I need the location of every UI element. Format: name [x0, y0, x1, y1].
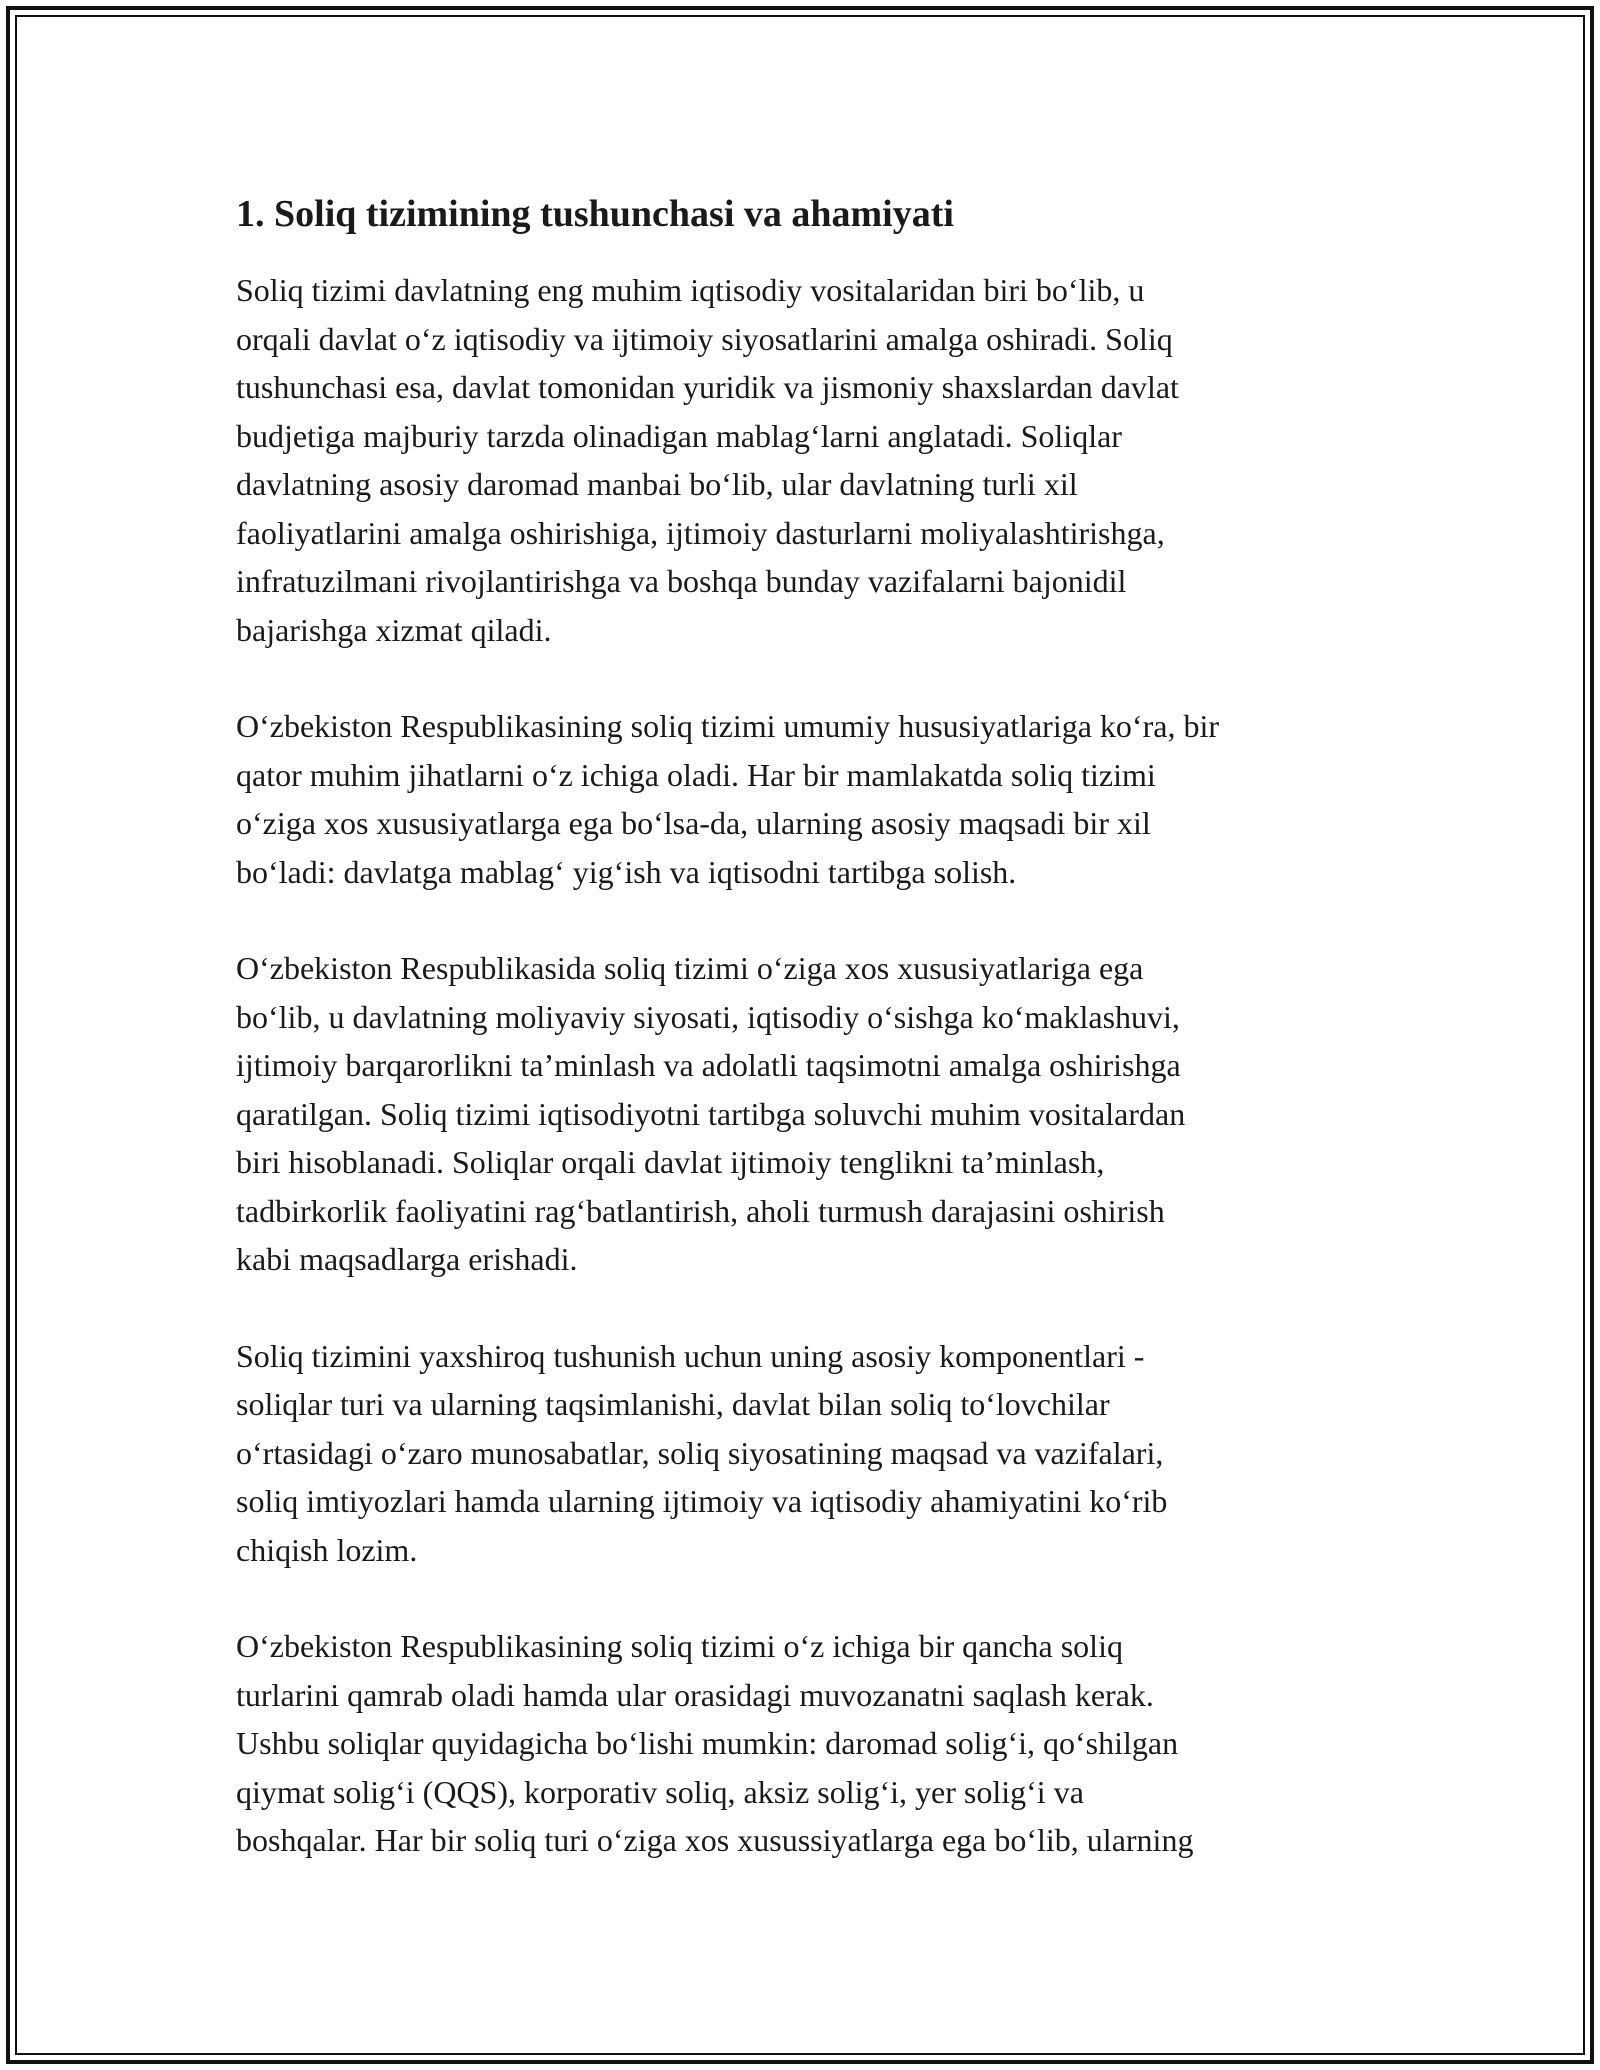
paragraph-5: O‘zbekiston Respublikasining soliq tizimi o‘z ichiga bir qancha soliq turlarini qamrab oladi hamda ular orasidagi muvozanatni saqlash kerak. Ushbu soliqlar quyidagicha bo‘lishi mumkin: daromad solig‘i, qo‘shilgan qiymat solig‘i (QQS), korporativ soliq, aksiz solig‘i, yer solig‘i va boshqalar. Har bir soliq turi o‘ziga xos xusussiyatlarga ega bo‘lib, ularning — [236, 1628, 1194, 1858]
paragraph-1: Soliq tizimi davlatning eng muhim iqtisodiy vositalaridan biri bo‘lib, u orqali davlat o‘z iqtisodiy va ijtimoiy siyosatlarini amalga oshiradi. Soliq tushunchasi esa, davlat tomonidan yuridik va jismoniy shaxslardan davlat budjetiga majburiy tarzda olinadigan mablag‘larni anglatadi. Soliqlar davlatning asosiy daromad manbai bo‘lib, ular davlatning turli xil faoliyatlarini amalga oshirishiga, ijtimoiy dasturlarni moliyalashtirishga, infratuzilmani rivojlantirishga va boshqa bunday vazifalarni bajonidil bajarishga xizmat qiladi. — [236, 272, 1179, 648]
section-heading: 1. Soliq tizimining tushunchasi va ahamiyati — [236, 193, 954, 235]
document-body — [236, 186, 1376, 1913]
paragraph-3: O‘zbekiston Respublikasida soliq tizimi o‘ziga xos xususiyatlariga ega bo‘lib, u davlatning moliyaviy siyosati, iqtisodiy o‘sishga ko‘maklashuvi, ijtimoiy barqarorlikni ta’minlash va adolatli taqsimotni amalga oshirishga qaratilgan. Soliq tizimi iqtisodiyotni tartibga soluvchi muhim vositalardan biri hisoblanadi. Soliqlar orqali davlat ijtimoiy tenglikni ta’minlash, tadbirkorlik faoliyatini rag‘batlantirish, aholi turmush darajasini oshirish kabi maqsadlarga erishadi. — [236, 950, 1186, 1277]
paragraph-2: O‘zbekiston Respublikasining soliq tizimi umumiy hususiyatlariga ko‘ra, bir qator muhim jihatlarni o‘z ichiga oladi. Har bir mamlakatda soliq tizimi o‘ziga xos xususiyatlarga ega bo‘lsa-da, ularning asosiy maqsadi bir xil bo‘ladi: davlatga mablag‘ yig‘ish va iqtisodni tartibga solish. — [236, 708, 1219, 890]
paragraph-4: Soliq tizimini yaxshiroq tushunish uchun uning asosiy komponentlari - soliqlar turi va ularning taqsimlanishi, davlat bilan soliq to‘lovchilar o‘rtasidagi o‘zaro munosabatlar, soliq siyosatining maqsad va vazifalari, soliq imtiyozlari hamda ularning ijtimoiy va iqtisodiy ahamiyatini ko‘rib chiqish lozim. — [236, 1337, 1168, 1568]
